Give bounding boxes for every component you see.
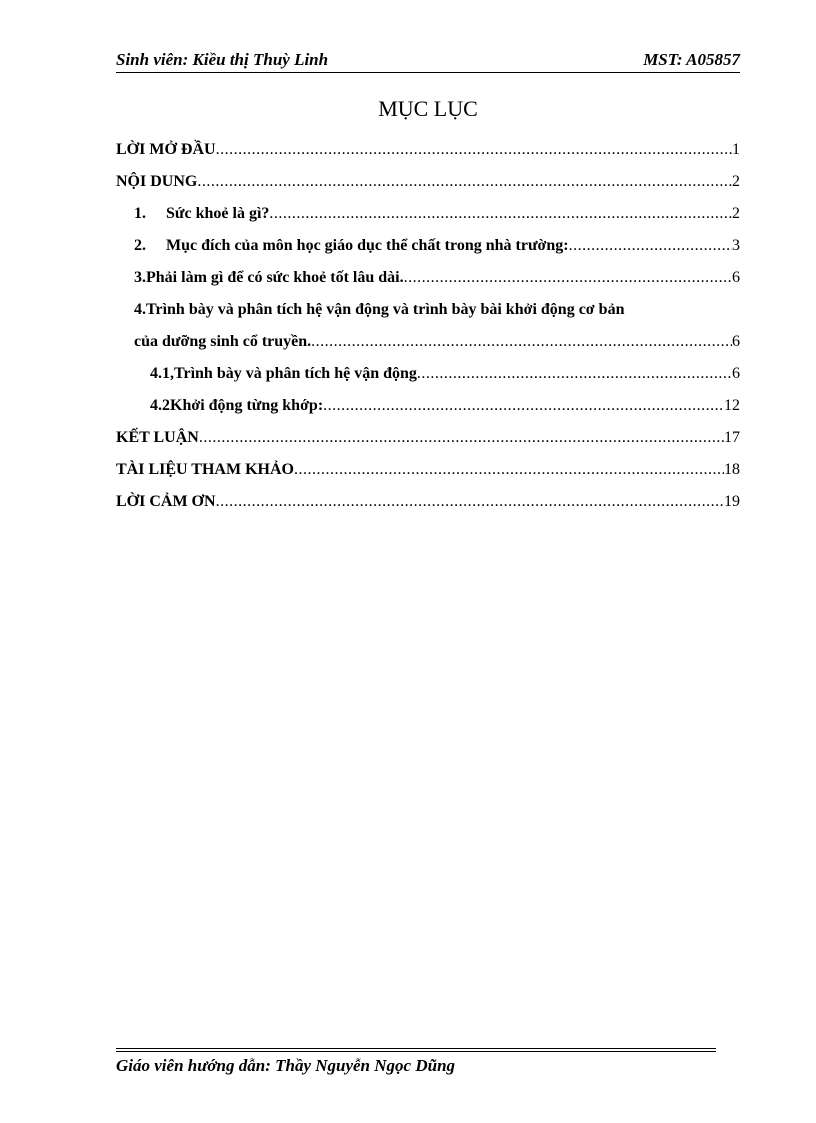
toc-label: Sức khoẻ là gì? — [166, 205, 270, 222]
header-rule — [116, 72, 740, 73]
toc-label: NỘI DUNG — [116, 173, 198, 190]
toc-entry-4-1[interactable] — [116, 360, 740, 392]
toc-number: 2. — [134, 237, 146, 254]
page-title: MỤC LỤC — [378, 96, 478, 121]
toc-page-number: 17 — [724, 429, 740, 446]
student-code: MST: A05857 — [643, 50, 740, 69]
toc-page-number: 6 — [732, 365, 740, 382]
toc-entry-loi-mo-dau[interactable] — [116, 136, 740, 168]
toc-entry-loi-cam-on[interactable] — [116, 488, 740, 520]
toc-entry-suc-khoe[interactable] — [116, 200, 740, 232]
advisor-name: Giáo viên hướng dẫn: Thầy Nguyễn Ngọc Dũng — [116, 1056, 456, 1075]
toc-label: Mục đích của môn học giáo dục thể chất trong nhà trường: — [166, 237, 569, 254]
toc-page-number: 18 — [724, 461, 740, 478]
toc-entry-he-van-dong-line1[interactable] — [116, 296, 740, 328]
toc-leader — [311, 328, 732, 356]
toc-entry-he-van-dong-line2[interactable] — [116, 328, 740, 360]
toc-label: 4.2Khởi động từng khớp: — [150, 397, 324, 414]
toc-number: 1. — [134, 205, 146, 222]
toc-label: LỜI CẢM ƠN — [116, 493, 216, 510]
toc-label-line1: 4.Trình bày và phân tích hệ vận động và trình bày bài khởi động cơ bản — [134, 301, 625, 318]
toc-entry-phai-lam-gi[interactable] — [116, 264, 740, 296]
student-name: Sinh viên: Kiều thị Thuỳ Linh — [116, 50, 329, 69]
toc-leader — [269, 200, 732, 228]
toc-page-number: 2 — [732, 205, 740, 222]
toc-leader — [197, 168, 732, 196]
toc-page-number: 1 — [732, 141, 740, 158]
toc-label-line2: của dưỡng sinh cổ truyền. — [134, 333, 312, 350]
toc-leader — [294, 456, 724, 484]
footer-rule — [116, 1048, 716, 1049]
toc-label: KẾT LUẬN — [116, 429, 199, 446]
toc-leader — [216, 488, 724, 516]
toc-leader — [404, 264, 732, 292]
toc-label: 3.Phải làm gì để có sức khoẻ tốt lâu dài. — [134, 269, 404, 286]
toc-page-number: 2 — [732, 173, 740, 190]
footer-rule-double — [116, 1051, 716, 1052]
toc-entry-4-2[interactable] — [116, 392, 740, 424]
toc-entry-noi-dung[interactable] — [116, 168, 740, 200]
toc-entry-tai-lieu[interactable] — [116, 456, 740, 488]
toc-page-number: 6 — [732, 269, 740, 286]
toc-leader — [199, 424, 724, 452]
toc-label: LỜI MỞ ĐẦU — [116, 141, 216, 158]
toc-leader — [417, 360, 732, 388]
toc-leader — [323, 392, 724, 420]
toc-page-number: 6 — [732, 333, 740, 350]
toc-page-number: 19 — [724, 493, 740, 510]
page-header — [116, 50, 740, 70]
toc-label: 4.1,Trình bày và phân tích hệ vận động — [150, 365, 417, 382]
toc-entry-ket-luan[interactable] — [116, 424, 740, 456]
toc-label: TÀI LIỆU THAM KHẢO — [116, 461, 294, 478]
toc-entry-muc-dich[interactable] — [116, 232, 740, 264]
toc-page-number: 3 — [732, 237, 740, 254]
toc-page-number: 12 — [724, 397, 740, 414]
toc-leader — [216, 136, 732, 164]
toc-leader — [569, 232, 732, 260]
table-of-contents — [116, 136, 740, 520]
